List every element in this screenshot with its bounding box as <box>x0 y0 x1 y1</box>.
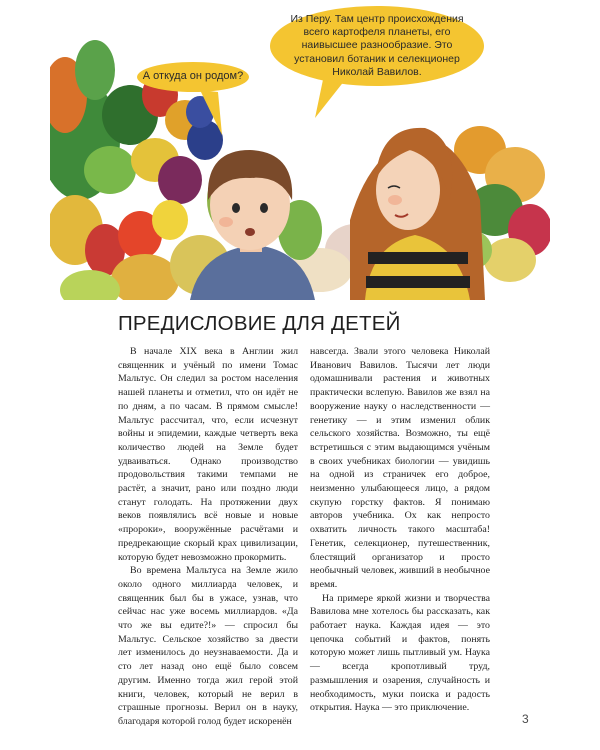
page-number: 3 <box>522 712 529 726</box>
kid-speech-bubble <box>137 62 249 92</box>
text-column-right <box>310 345 490 729</box>
mom-speech-text: Из Перу. Там центр происхождения всего картофеля планеты, его наивысшее разнообразие. Это установил ботаник и селекционер Николай Вавилов. <box>290 13 464 78</box>
paragraph: На примере яркой жизни и творчества Вавилова мне хотелось бы рассказать, как работает наука. Каждая идея — это цепочка событий и фактов, понять которую может лишь пытливый ум. Наука — всегда кропотливый труд, размышления и озарения, случайность и необходимость, муки поиска и радость открытия. Наука — это приключение. <box>310 592 490 714</box>
paragraph: В начале XIX века в Англии жил священник и учёный по имени Томас Мальтус. Он следил за ростом населения нашей планеты и отметил, что он идёт не по дням, а по часам. В прямом смысле! Мальтус рассчитал, что, если исчезнут войны и эпидемии, каждые четверть века количество людей на Земле будет удваиваться. Однако производство продовольствия такими темпами не растёт, а значит, рано или поздно люди станут голодать. На протяжении двух веков появлялись всё новые и новые «пророки», вооружённые расчётами и предрекающие скорый крах цивилизации, которую будет невозможно прокормить. <box>118 346 298 563</box>
text-column-left <box>118 345 298 729</box>
paragraph: навсегда. Звали этого человека Николай Иванович Вавилов. Тысячи лет люди одомашнивали растения и животных практически вслепую. Вавилов же взял на вооружение науку о наследственности — генетику — и этим изменил облик сельского хозяйства. Возможно, ты ещё встретишься с этим выдающимся учёным в своих учебниках биологии — увидишь на одной из страничек его доброе, неизменно улыбающееся лицо, а рядом скупую горстку фактов. Я понимаю авторов учебника. Ох как непросто охватить личность такого масштаба! Генетик, селекционер, путешественник, блестящий организатор и просто необычный человек, живший в необычное время. <box>310 346 490 590</box>
mom-speech-bubble <box>270 6 484 86</box>
text-columns <box>118 345 490 729</box>
paragraph: Во времена Мальтуса на Земле жило около одного миллиарда человек, и священник был бы в ужасе, узнав, что сейчас нас уже восемь миллиардов. «Да что же вы едите?!» — спросил бы Мальтус. Сельское хозяйство за двести лет изменилось до неузнаваемости. Да и сто лет назад оно ещё было совсем другим. Именно тогда жил герой этой книги, человек, который не верил в страшные прогнозы. Верил он в науку, благодаря которой голод будет искоренён <box>118 565 298 727</box>
kid-speech-text: А откуда он родом? <box>142 70 244 83</box>
page-title: ПРЕДИСЛОВИЕ ДЛЯ ДЕТЕЙ <box>118 312 401 335</box>
